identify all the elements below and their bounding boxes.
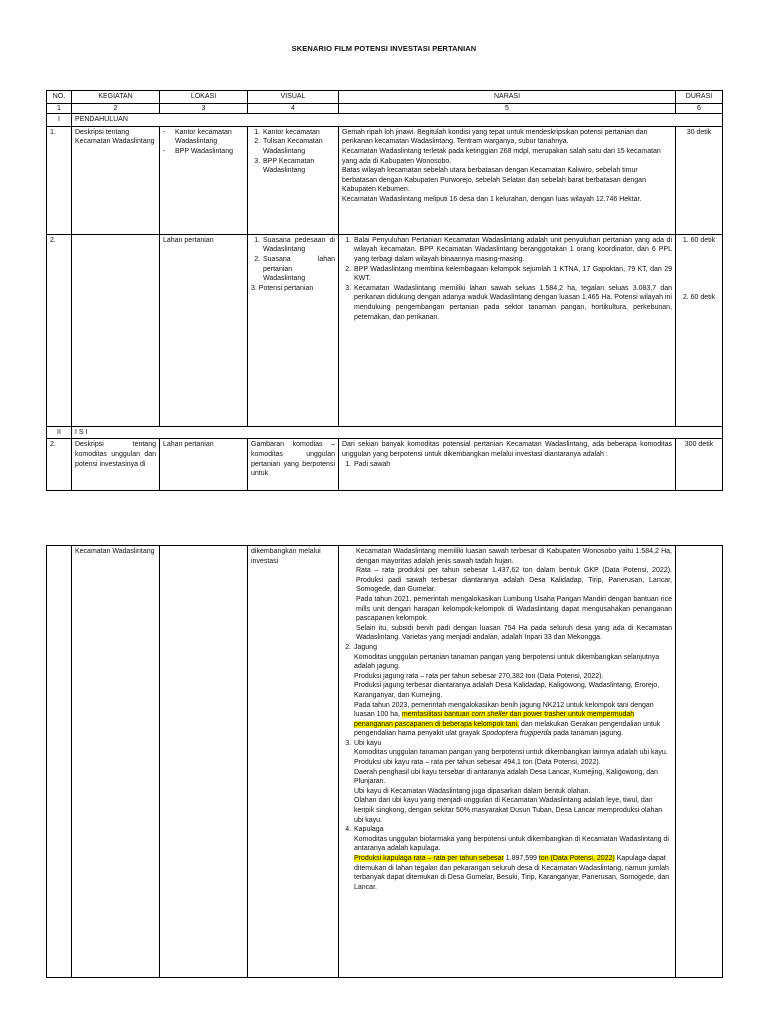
- padi-paragraph: Kecamatan Wadaslintang memiliki luasan sawah terbesar di Kabupaten Wonosobo yaitu 1.584,2 Ha, dengan mayoritas adalah jenis sawah tadah hujan.: [356, 548, 672, 565]
- narasi-item: 1. Balai Penyuluhan Pertanian Kecamatan Wadaslintang adalah unit penyuluhan pertanian yang ada di wilayah kecamatan. BPP Kecamatan Wadaslintang beranggotakan 1 orang koordinator, dan 6 PPL yang terbagi dalam wilayah binaannya masing-masing.: [353, 236, 672, 265]
- kegiatan-cell: Deskripsi tentang Kecamatan Wadaslintang: [72, 126, 160, 234]
- ubi-paragraph: Olahan dari ubi kayu yang menjadi unggulan di Kecamatan Wadaslintang adalah leye, tiwul, dan keripik singkong, dengan sekitar 50% masyarakat Dusun Tuban, Desa Lancar memproduksi olahan ubi kayu.: [354, 797, 663, 824]
- durasi-cell: [676, 234, 723, 426]
- jagung-paragraph: [354, 701, 672, 739]
- lokasi-item: BPP Wadaslintang: [175, 147, 233, 155]
- col-number: 3: [160, 103, 248, 114]
- narasi-cell: [339, 126, 676, 234]
- header-visual: VISUAL: [248, 91, 339, 104]
- durasi-item: 2. 60 detik: [682, 294, 716, 302]
- text-span: 1.897,599: [503, 855, 539, 862]
- highlighted-text: corn sheller: [471, 711, 508, 719]
- visual-cell: [248, 234, 339, 426]
- lokasi-cell: Lahan pertanian: [160, 439, 248, 491]
- table-row-3-continued: [47, 546, 723, 978]
- narasi-cell: [339, 234, 676, 426]
- durasi-cell: 300 detik: [676, 439, 723, 491]
- kegiatan-cell: Kecamatan Wadaslintang: [72, 546, 160, 978]
- text-span: dan melakukan Gerakan pengendalian untuk pengendalian hama penyakit ulat grayak: [354, 720, 661, 738]
- ubi-paragraph: Ubi kayu di Kecamatan Wadaslintang juga dipasarkan dalam bentuk olahan.: [354, 787, 591, 795]
- commodity-title: 3. Ubi kayu: [354, 739, 382, 747]
- section-label: PENDAHULUAN: [72, 114, 723, 127]
- visual-item: 1. Suasana pedesaan di Wadaslintang: [262, 236, 335, 255]
- text-span: pada tanaman jagung.: [551, 730, 623, 738]
- jagung-paragraph: Produksi jagung rata – rata per tahun sebesar 270,382 ton (Data Potensi, 2022).: [354, 672, 604, 680]
- visual-item: 1. Kantor kecamatan: [262, 128, 335, 138]
- jagung-paragraph: Produksi jagung terbesar diantaranya adalah Desa Kalidadap, Kaligowong, Wadaslintang, Erorejo, Karanganyar, dan Kumejing.: [354, 682, 660, 699]
- durasi-item: 1. 60 detik: [682, 236, 716, 244]
- row-number: 2.: [47, 439, 72, 491]
- ubi-paragraph: Daerah penghasil ubi kayu tersebar di antaranya adalah Desa Lancar, Kumejing, Kaligowong, dan Plunjaran.: [354, 768, 658, 786]
- text-span: Pada tahun 2023, pemerintah mengalokasikan benih jagung NK212 untuk kelompok tani dengan luasan 100 ha,: [354, 701, 654, 719]
- table-row-2: [47, 234, 723, 426]
- commodity-ubi-kayu: [353, 739, 672, 825]
- col-number: 5: [339, 103, 676, 114]
- header-kegiatan: KEGIATAN: [72, 91, 160, 104]
- col-number: 6: [676, 103, 723, 114]
- narasi-paragraph: Gemah ripah loh jinawi. Begitulah kondisi yang tepat untuk mendeskripsikan potensi pertanian dan perikanan kecamatan Wadaslintang. Tentram warganya, subur tanahnya.: [342, 128, 648, 146]
- italic-text: Spodoptera frugiperda: [481, 730, 552, 738]
- section-label: I S I: [72, 426, 723, 439]
- padi-paragraph: Rata – rata produksi per tahun sebesar 1.437,62 ton dalam bentuk GKP (Data Potensi, 2022). Produksi padi sawah terbesar diantaranya adalah Desa Kalidadap, Tirip, Panerusan, Lancar, Somogede, dan Gumelar.: [356, 567, 672, 594]
- kegiatan-cell: [72, 234, 160, 426]
- durasi-cell: 30 detik: [676, 126, 723, 234]
- header-no: NO.: [47, 91, 72, 104]
- table-row-1: [47, 126, 723, 234]
- narasi-item: 3. Kecamatan Wadaslintang memiliki lahan sawah seluas 1.584,2 ha, tegalan seluas 3.083,7 dan perikanan didukung dengan adanya waduk Wadaslintang dengan luasan 1.465 Ha. Potensi wilayah ini mendukung pengembangan pertanian pada sektor tanaman pangan, hortikultura, perkebunan, peternakan, dan perikanan.: [353, 284, 672, 322]
- narasi-item: 2. BPP Wadaslintang membina kelembagaan kelompok sejumlah 1 KTNA, 17 Gapoktan, 79 KT, dan 29 KWT.: [353, 265, 672, 284]
- header-lokasi: LOKASI: [160, 91, 248, 104]
- col-number: 2: [72, 103, 160, 114]
- row-number: 2.: [47, 234, 72, 426]
- highlighted-text: dan power trasher untuk mempermudah penanganan pascapanen di beberapa kelompok tani,: [354, 711, 635, 728]
- section-row-pendahuluan: [47, 114, 723, 127]
- lokasi-item: Kantor kecamatan Wadaslintang: [175, 128, 232, 146]
- visual-item: 2. Suasana lahan pertanian Wadaslintang: [262, 255, 335, 284]
- narasi-paragraph: Kecamatan Wadaslintang meliputi 16 desa dan 1 kelurahan, dengan luas wilayah 12.746 Hektar.: [342, 195, 642, 203]
- section-number: I: [47, 114, 72, 127]
- visual-item: 2. Tulisan Kecamatan Wadaslintang: [262, 137, 335, 156]
- commodity-title-padi: 1. Padi sawah: [353, 460, 672, 470]
- table-row-3: [47, 439, 723, 491]
- narasi-paragraph: Batas wilayah kecamatan sebelah utara berbatasan dengan Kecamatan Kaliwiro, sebelah timur berbatasan dengan Kabupaten Purworejo, sebelah Selatan dan sebelah barat berbatasan dengan Kabupaten Kebumen.: [342, 167, 646, 194]
- commodity-title: 4. Kapulaga: [354, 826, 384, 834]
- commodity-kapulaga: [353, 825, 672, 892]
- text-span: Kapulaga dapat ditemukan di lahan tegalan dan pekarangan seluruh desa di Kecamatan Wadaslintang, namun jumlah terbanyak dapat ditemukan di Desa Gumelar, Besuki, Tirip, Karanganyar, Panerusan, Somogede, dan Lancar.: [354, 855, 670, 891]
- header-row: [47, 91, 723, 104]
- jagung-paragraph: Komoditas unggulan pertanian tanaman pangan yang berpotensi untuk dikembangkan selanjutnya adalah jagung.: [354, 653, 660, 671]
- durasi-cell: [676, 546, 723, 978]
- highlighted-text: memfasilitasi bantuan: [401, 711, 472, 719]
- visual-cell: [248, 126, 339, 234]
- header-durasi: DURASI: [676, 91, 723, 104]
- column-number-row: [47, 103, 723, 114]
- kapulaga-paragraph: Komoditas unggulan biofarmaka yang berpotensi untuk dikembangkan di Kecamatan Wadaslintang di antaranya adalah kapulaga.: [354, 835, 669, 853]
- visual-item: 3. Potensi pertanian: [251, 284, 314, 292]
- kegiatan-cell: Deskripsi tentang komoditas unggulan dan potensi investasinya di: [72, 439, 160, 491]
- padi-paragraph: Pada tahun 2021, pemerintah mengalokasikan Lumbung Usaha Pangan Mandiri dengan bantuan rice mills unit dengan harapan kelompok-kelompok di Wadaslintang dapat mengusahakan penanganan pascapanen kelompok.: [356, 595, 672, 623]
- highlighted-text: ton (Data Potensi, 2022): [538, 855, 615, 862]
- highlighted-text: Produksi kapulaga rata – rata per tahun sebesar: [354, 855, 504, 862]
- narasi-paragraph: Kecamatan Wadaslintang terletak pada ketinggian 268 mdpl, merupakan salah satu dari 15 kecamatan yang ada di Kabupaten Wonosobo.: [342, 147, 661, 165]
- commodity-jagung: [353, 643, 672, 739]
- commodity-title: 2. Jagung: [354, 643, 377, 651]
- lokasi-cell: Lahan pertanian: [160, 234, 248, 426]
- lokasi-cell: - Kantor kecamatan Wadaslintang - BPP Wadaslintang: [160, 126, 248, 234]
- scenario-table-page-1: [46, 90, 723, 491]
- col-number: 1: [47, 103, 72, 114]
- visual-cell: Gambaran komodias – komoditas unggulan pertanian yang berpotensi untuk: [248, 439, 339, 491]
- padi-paragraph: Selain itu, subsidi benih padi dengan luasan 754 Ha pada seluruh desa yang ada di Kecamatan Wadaslintang. Varietas yang menjadi andalan, adalah Inpari 33 dan Mekongga.: [356, 624, 672, 642]
- col-number: 4: [248, 103, 339, 114]
- row-number: [47, 546, 72, 978]
- narasi-cell: [339, 439, 676, 491]
- narasi-intro: Dari sekian banyak komoditas potensial pertanian Kecamatan Wadaslintang, ada beberapa komoditas unggulan yang berpotensi untuk dikembangkan melalui investasi diantaranya adalah :: [342, 441, 672, 458]
- section-row-isi: [47, 426, 723, 439]
- header-narasi: NARASI: [339, 91, 676, 104]
- section-number: II: [47, 426, 72, 439]
- kapulaga-paragraph: [354, 854, 672, 892]
- visual-cell: dikembangkan melalui investasi: [248, 546, 339, 978]
- scenario-table-page-2: [46, 545, 723, 978]
- ubi-paragraph: Produksi ubi kayu rata – rata per tahun sebesar 494,1 ton (Data Potensi, 2022).: [354, 759, 601, 767]
- lokasi-cell: [160, 546, 248, 978]
- visual-item: 3. BPP Kecamatan Wadaslintang: [262, 157, 335, 176]
- ubi-paragraph: Komoditas unggulan tanaman pangan yang berpotensi untuk dikembangkan lainnya adalah ubi kayu.: [354, 749, 668, 757]
- document-title: SKENARIO FILM POTENSI INVESTASI PERTANIAN: [291, 44, 477, 53]
- row-number: 1.: [47, 126, 72, 234]
- narasi-cell: [339, 546, 676, 978]
